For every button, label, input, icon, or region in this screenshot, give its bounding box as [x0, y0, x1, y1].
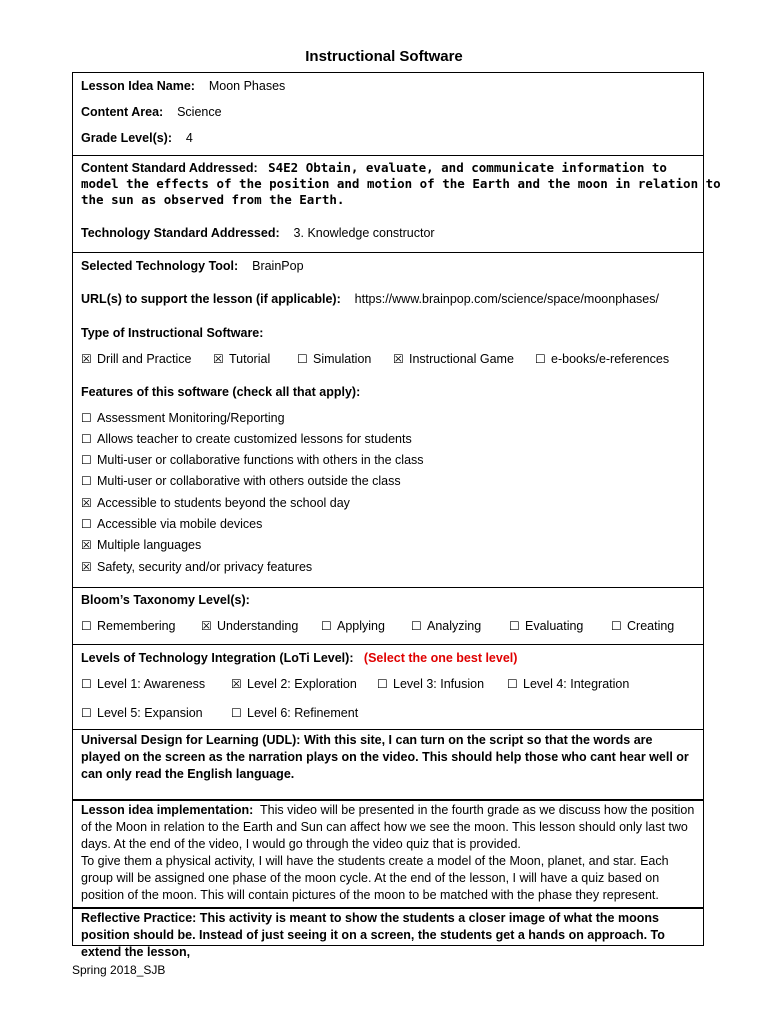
bloom-level-label: Applying	[337, 619, 385, 633]
type-label: Simulation	[313, 352, 372, 366]
loti-level-2[interactable]	[231, 676, 357, 692]
lesson-info-section	[72, 72, 704, 156]
loti-level-label: Level 5: Expansion	[97, 706, 203, 720]
type-instructional-game[interactable]	[393, 351, 514, 367]
bloom-label: Bloom’s Taxonomy Level(s):	[81, 593, 250, 607]
feature-item[interactable]	[81, 495, 350, 511]
checkbox-icon: ☒	[81, 538, 92, 552]
loti-label: Levels of Technology Integration (LoTi Level):	[81, 651, 354, 665]
loti-note: (Select the one best level)	[363, 651, 518, 665]
loti-label-row	[81, 650, 517, 666]
tool-value: BrainPop	[252, 259, 304, 273]
tool-label: Selected Technology Tool:	[81, 259, 239, 273]
checkbox-icon: ☐	[81, 517, 92, 531]
content-area-row	[81, 104, 222, 120]
bloom-understanding[interactable]	[201, 618, 298, 634]
tool-section	[72, 253, 704, 588]
feature-label: Safety, security and/or privacy features	[97, 560, 313, 574]
loti-level-label: Level 3: Infusion	[393, 677, 485, 691]
implementation-paragraph-1	[81, 802, 695, 853]
checkbox-icon: ☒	[81, 496, 92, 510]
footer-text: Spring 2018_SJB	[72, 963, 166, 977]
checkbox-icon: ☐	[81, 432, 92, 446]
url-label: URL(s) to support the lesson (if applicable):	[81, 292, 341, 306]
checkbox-icon: ☐	[81, 411, 92, 425]
reflective-section	[72, 908, 704, 959]
feature-item[interactable]	[81, 559, 312, 575]
content-standard-label: Content Standard Addressed:	[81, 161, 258, 175]
bloom-level-label: Analyzing	[427, 619, 482, 633]
checkbox-icon: ☒	[81, 560, 92, 574]
feature-item[interactable]	[81, 473, 401, 489]
type-tutorial[interactable]	[213, 351, 270, 367]
loti-level-4[interactable]	[507, 676, 629, 692]
checkbox-icon: ☐	[81, 706, 92, 720]
bloom-remembering[interactable]	[81, 618, 176, 634]
type-label: e-books/e-references	[551, 352, 670, 366]
udl-text: Universal Design for Learning (UDL): With this site, I can turn on the script so that the words are played on the screen as the narration plays on the video. This should help those who cant hear well or can only read the English language.	[81, 733, 689, 781]
bloom-evaluating[interactable]	[509, 618, 583, 634]
loti-level-5[interactable]	[81, 705, 203, 721]
checkbox-icon: ☐	[321, 619, 332, 633]
checkbox-icon: ☒	[213, 352, 224, 366]
loti-section	[72, 645, 704, 730]
type-simulation[interactable]	[297, 351, 371, 367]
features-label: Features of this software (check all that apply):	[81, 385, 361, 399]
content-area-value: Science	[177, 105, 222, 119]
checkbox-icon: ☐	[231, 706, 242, 720]
content-standard-line-1: S4E2 Obtain, evaluate, and communicate information to	[268, 160, 667, 175]
checkbox-icon: ☐	[297, 352, 308, 366]
feature-label: Assessment Monitoring/Reporting	[97, 411, 285, 425]
type-label: Instructional Game	[409, 352, 514, 366]
bloom-analyzing[interactable]	[411, 618, 481, 634]
feature-item[interactable]	[81, 537, 201, 553]
checkbox-icon: ☐	[507, 677, 518, 691]
lesson-name-row	[81, 78, 285, 94]
content-standard-line-2: model the effects of the position and motion of the Earth and the moon in relation to	[81, 176, 721, 191]
feature-item[interactable]	[81, 410, 285, 426]
feature-label: Accessible to students beyond the school day	[97, 496, 350, 510]
feature-item[interactable]	[81, 452, 424, 468]
checkbox-icon: ☒	[81, 352, 92, 366]
software-type-label: Type of Instructional Software:	[81, 326, 264, 340]
grade-level-label: Grade Level(s):	[81, 131, 173, 145]
checkbox-icon: ☐	[611, 619, 622, 633]
bloom-level-label: Evaluating	[525, 619, 584, 633]
lesson-table	[72, 72, 721, 959]
implementation-text-2: To give them a physical activity, I will have the students create a model of the Moon, planet, and star. Each group will be assigned one phase of the moon cycle. At the end of the lesson, I will have a quiz based on position of the moon. This will contain pictures of the moon to be matched with the phase they represent.	[81, 854, 669, 902]
type-label: Drill and Practice	[97, 352, 192, 366]
feature-item[interactable]	[81, 431, 412, 447]
checkbox-icon: ☐	[535, 352, 546, 366]
bloom-section	[72, 588, 704, 645]
checkbox-icon: ☐	[509, 619, 520, 633]
loti-level-1[interactable]	[81, 676, 205, 692]
feature-label: Multi-user or collaborative functions with others in the class	[97, 453, 424, 467]
checkbox-icon: ☐	[81, 677, 92, 691]
technology-standard-row	[81, 225, 435, 241]
feature-label: Allows teacher to create customized lessons for students	[97, 432, 412, 446]
loti-level-label: Level 4: Integration	[523, 677, 630, 691]
implementation-text-1: This video will be presented in the fourth grade as we discuss how the position of the Moon in relation to the Earth and Sun can affect how we see the moon. This lesson should only last two days. At the end of the video, I would go through the video quiz that is provided.	[81, 803, 695, 851]
lesson-name-value: Moon Phases	[208, 79, 286, 93]
implementation-section	[72, 800, 704, 908]
checkbox-icon: ☐	[81, 453, 92, 467]
checkbox-icon: ☒	[201, 619, 212, 633]
type-drill-and-practice[interactable]	[81, 351, 191, 367]
loti-level-3[interactable]	[377, 676, 484, 692]
checkbox-icon: ☒	[231, 677, 242, 691]
bloom-level-label: Creating	[627, 619, 675, 633]
bloom-level-label: Understanding	[217, 619, 299, 633]
udl-section	[72, 730, 704, 800]
checkbox-icon: ☐	[411, 619, 422, 633]
type-e-books[interactable]	[535, 351, 669, 367]
feature-item[interactable]	[81, 516, 262, 532]
checkbox-icon: ☒	[393, 352, 404, 366]
standards-section	[72, 156, 721, 253]
feature-label: Multiple languages	[97, 538, 202, 552]
content-standard-line-3: the sun as observed from the Earth.	[81, 192, 345, 207]
technology-standard-label: Technology Standard Addressed:	[81, 226, 280, 240]
page-title: Instructional Software	[305, 48, 463, 65]
loti-level-6[interactable]	[231, 705, 358, 721]
content-area-label: Content Area:	[81, 105, 164, 119]
url-row	[81, 291, 659, 307]
url-link[interactable]: https://www.brainpop.com/science/space/moonphases/	[354, 292, 659, 306]
bloom-level-label: Remembering	[97, 619, 176, 633]
tool-row	[81, 258, 304, 274]
bloom-creating[interactable]	[611, 618, 674, 634]
checkbox-icon: ☐	[81, 619, 92, 633]
checkbox-icon: ☐	[377, 677, 388, 691]
technology-standard-value: 3. Knowledge constructor	[293, 226, 435, 240]
loti-level-label: Level 1: Awareness	[97, 677, 206, 691]
implementation-label: Lesson idea implementation:	[81, 803, 254, 817]
checkbox-icon: ☐	[81, 474, 92, 488]
lesson-name-label: Lesson Idea Name:	[81, 79, 195, 93]
grade-level-value: 4	[185, 131, 193, 145]
feature-label: Multi-user or collaborative with others outside the class	[97, 474, 401, 488]
loti-level-label: Level 6: Refinement	[247, 706, 359, 720]
feature-label: Accessible via mobile devices	[97, 517, 263, 531]
grade-level-row	[81, 130, 193, 146]
type-label: Tutorial	[229, 352, 271, 366]
bloom-applying[interactable]	[321, 618, 385, 634]
loti-level-label: Level 2: Exploration	[247, 677, 357, 691]
reflective-text: Reflective Practice: This activity is meant to show the students a closer image of what the moons position should be. Instead of just seeing it on a screen, the students get a hands on approach. To extend the lesson,	[81, 911, 665, 959]
content-standard-row	[81, 160, 667, 176]
